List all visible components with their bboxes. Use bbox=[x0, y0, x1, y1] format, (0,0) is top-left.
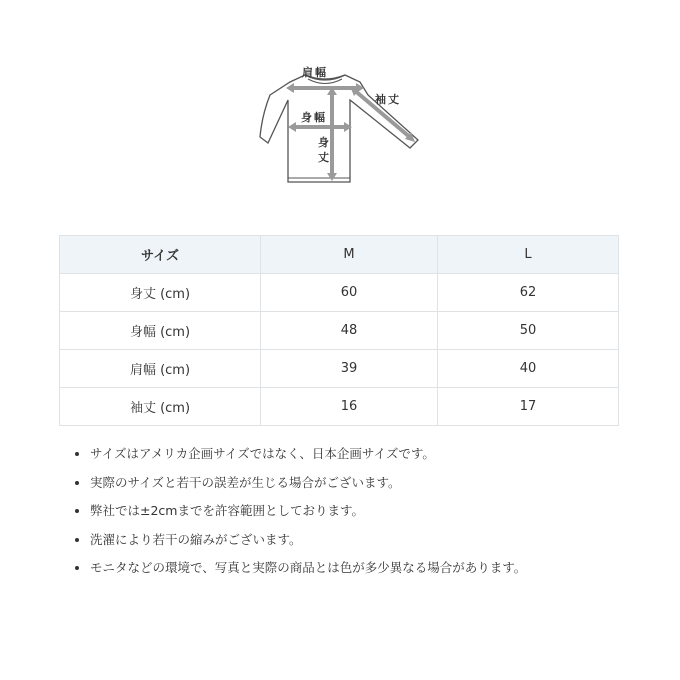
header-l: L bbox=[438, 236, 619, 274]
notes-list bbox=[72, 447, 526, 590]
label-sleeve: 袖丈 bbox=[375, 93, 401, 106]
list-item: • モニタなどの環境で、写真と実際の商品とは色が多少異なる場合があります。 bbox=[90, 561, 526, 575]
table-row bbox=[60, 274, 619, 312]
long-sleeve-shirt-icon bbox=[250, 55, 440, 195]
cell-m: 39 bbox=[261, 350, 438, 388]
list-item: • 実際のサイズと若干の誤差が生じる場合がございます。 bbox=[90, 476, 526, 490]
list-item: • 洗濯により若干の縮みがございます。 bbox=[90, 533, 526, 547]
label-shoulder: 肩幅 bbox=[302, 66, 328, 79]
garment-diagram bbox=[250, 55, 440, 195]
row-label: 肩幅 (cm) bbox=[60, 350, 261, 388]
cell-l: 17 bbox=[438, 388, 619, 426]
table-header-row bbox=[60, 236, 619, 274]
header-size: サイズ bbox=[60, 236, 261, 274]
cell-l: 50 bbox=[438, 312, 619, 350]
header-m: M bbox=[261, 236, 438, 274]
row-label: 身幅 (cm) bbox=[60, 312, 261, 350]
cell-l: 40 bbox=[438, 350, 619, 388]
table-row bbox=[60, 312, 619, 350]
row-label: 袖丈 (cm) bbox=[60, 388, 261, 426]
row-label: 身丈 (cm) bbox=[60, 274, 261, 312]
list-item: • サイズはアメリカ企画サイズではなく、日本企画サイズです。 bbox=[90, 447, 526, 461]
cell-m: 48 bbox=[261, 312, 438, 350]
list-item: • 弊社では±2cmまでを許容範囲としております。 bbox=[90, 504, 526, 518]
size-table bbox=[59, 235, 619, 426]
cell-m: 60 bbox=[261, 274, 438, 312]
table-row bbox=[60, 350, 619, 388]
label-length-top: 身 bbox=[318, 136, 329, 149]
arrowhead bbox=[288, 122, 296, 132]
label-width: 身幅 bbox=[301, 111, 327, 124]
table-row bbox=[60, 388, 619, 426]
arrowhead bbox=[344, 122, 352, 132]
cell-l: 62 bbox=[438, 274, 619, 312]
label-length-bottom: 丈 bbox=[318, 151, 329, 164]
arrowhead bbox=[327, 173, 337, 181]
cell-m: 16 bbox=[261, 388, 438, 426]
